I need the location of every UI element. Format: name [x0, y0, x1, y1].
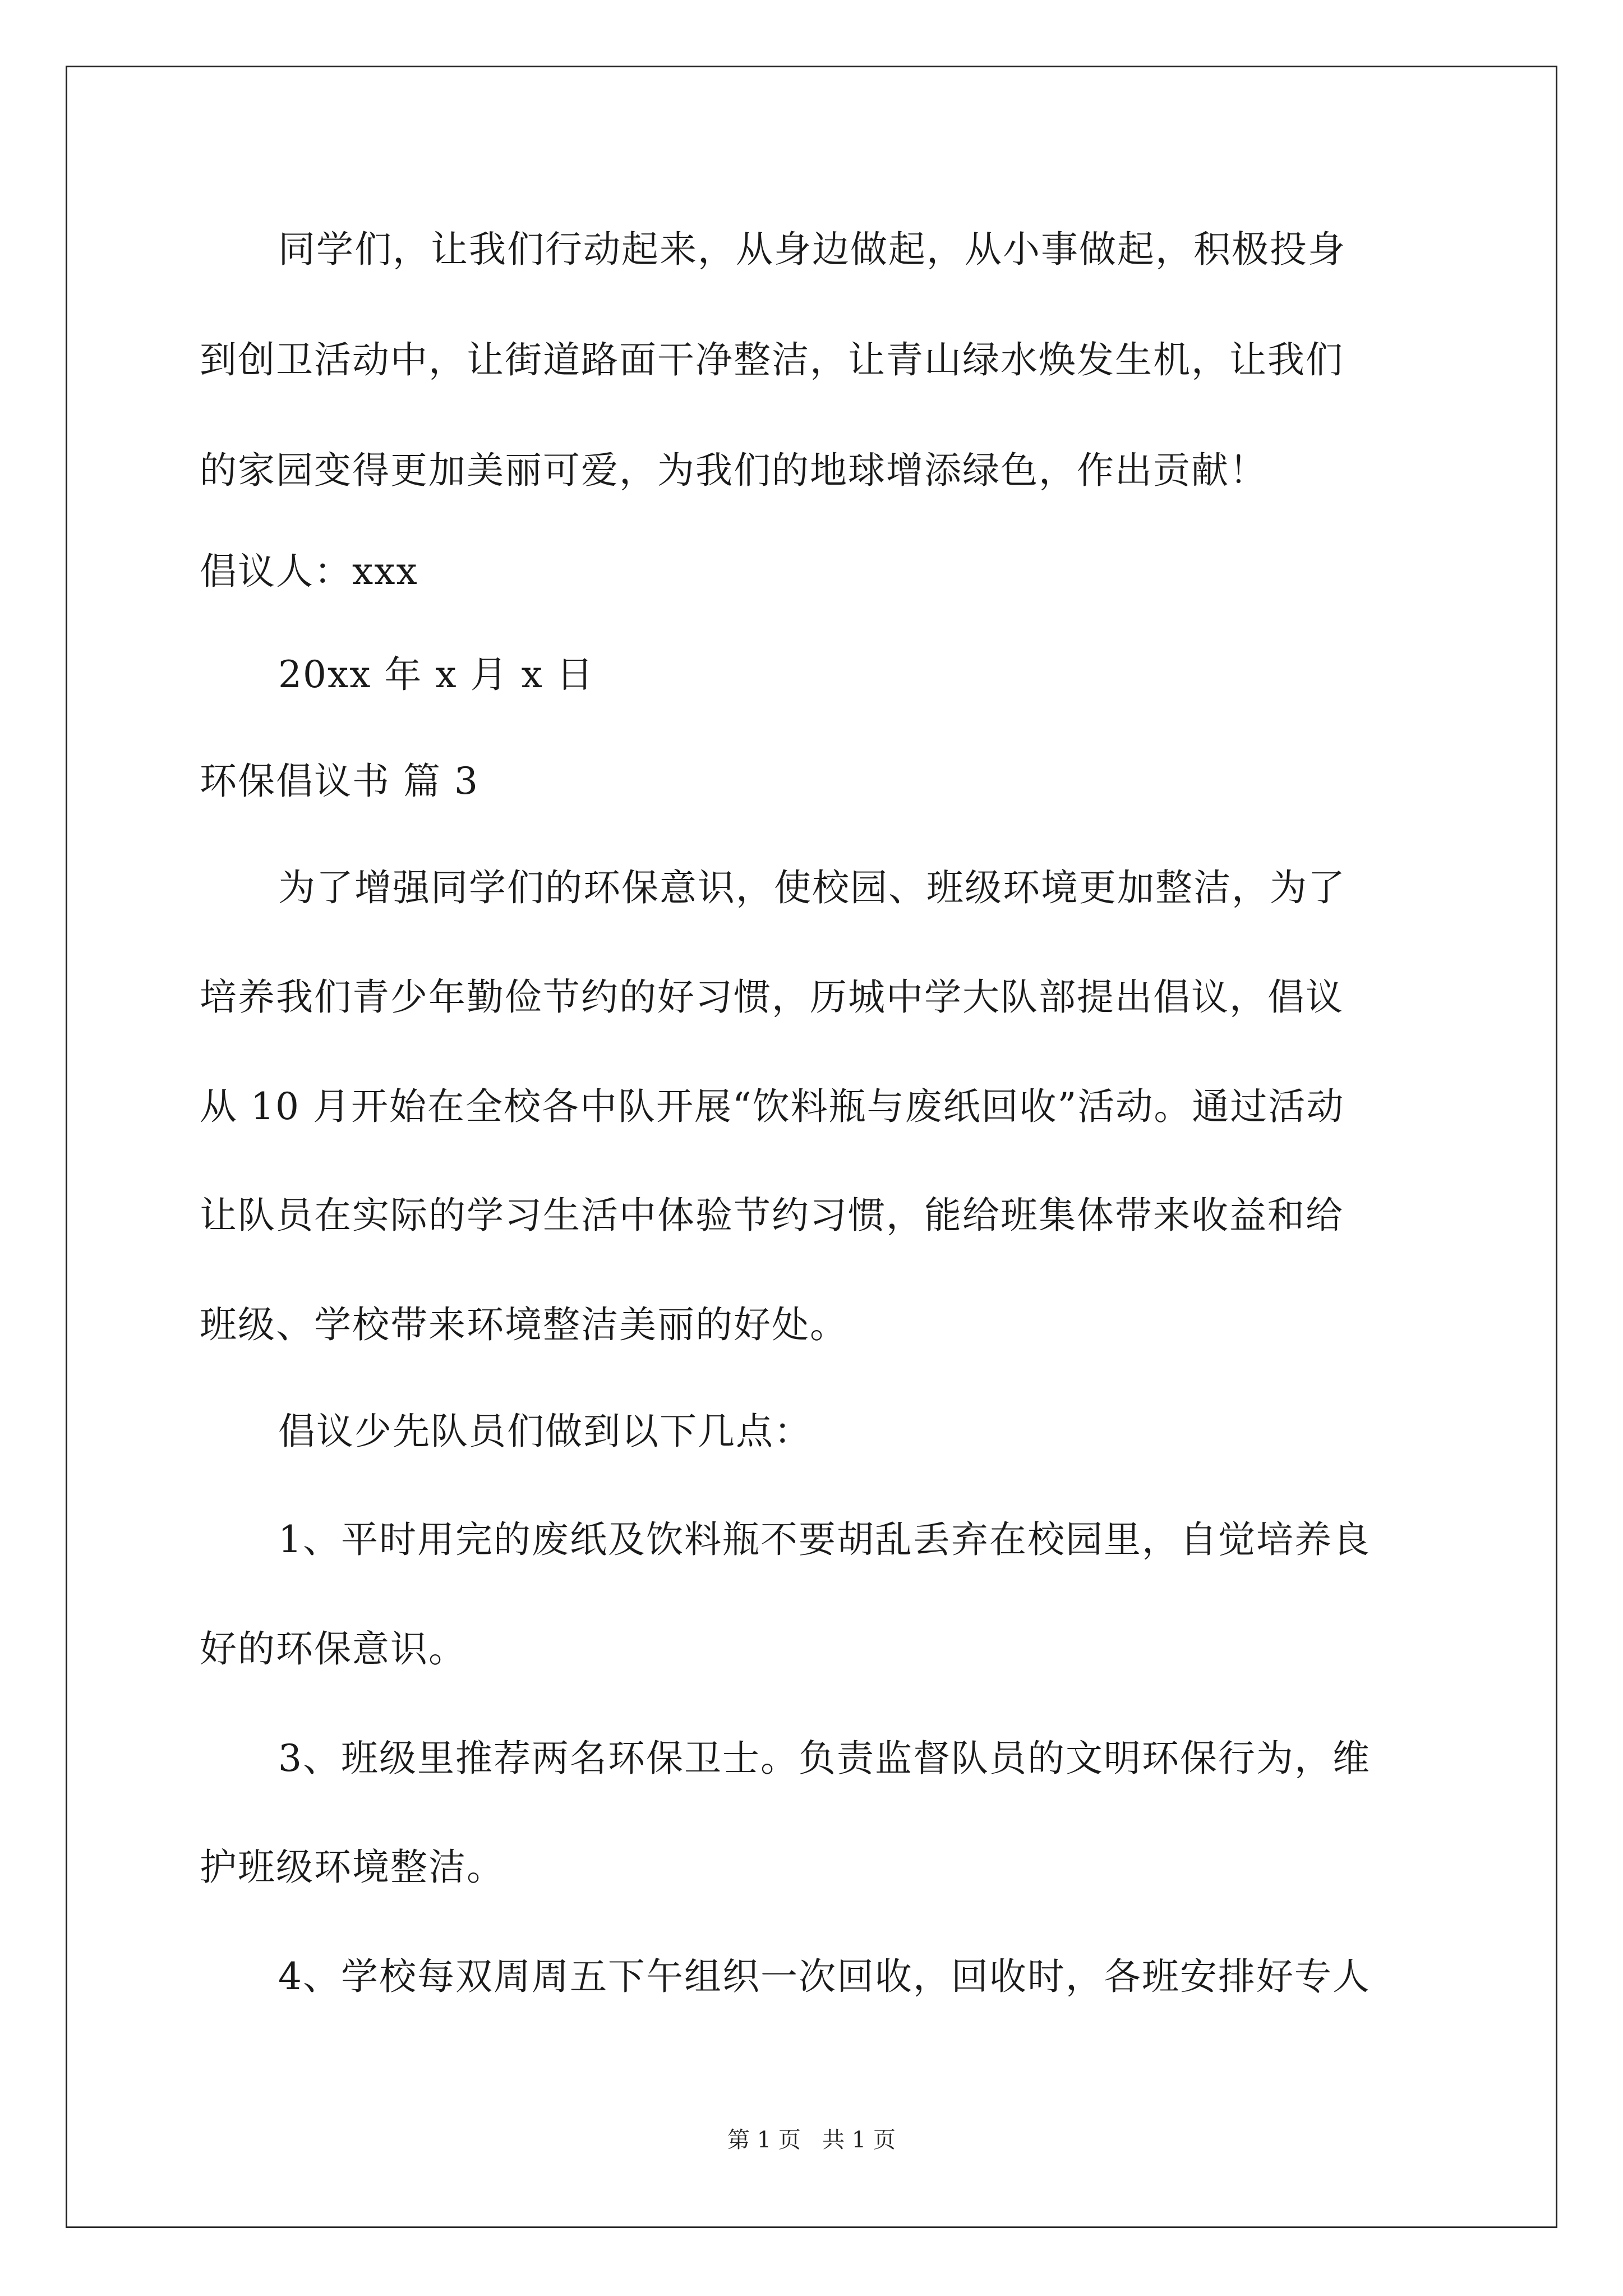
page-footer: 第 1 页 共 1 页	[727, 2127, 896, 2153]
paragraph-line: 从 10 月开始在全校各中队开展“饮料瓶与废纸回收”活动。通过活动	[200, 1085, 1345, 1128]
list-item-line: 4、学校每双周周五下午组织一次回收，回收时，各班安排好专人	[278, 1955, 1371, 1998]
list-item-line: 好的环保意识。	[200, 1627, 467, 1671]
list-item-line: 3、班级里推荐两名环保卫士。负责监督队员的文明环保行为，维	[278, 1737, 1371, 1780]
list-item-line: 护班级环境整洁。	[200, 1846, 505, 1889]
paragraph-line: 同学们，让我们行动起来，从身边做起，从小事做起，积极投身	[278, 228, 1346, 271]
paragraph-line: 的家园变得更加美丽可爱，为我们的地球增添绿色，作出贡献！	[200, 449, 1267, 492]
paragraph-line: 让队员在实际的学习生活中体验节约习惯，能给班集体带来收益和给	[200, 1194, 1344, 1237]
proposer-line: 倡议人：xxx	[200, 550, 418, 593]
paragraph-line: 到创卫活动中，让街道路面干净整洁，让青山绿水焕发生机，让我们	[200, 338, 1344, 381]
section-heading: 环保倡议书 篇 3	[200, 760, 479, 803]
paragraph-line: 班级、学校带来环境整洁美丽的好处。	[200, 1303, 848, 1346]
paragraph-line: 倡议少先队员们做到以下几点：	[278, 1410, 812, 1453]
paragraph-line: 培养我们青少年勤俭节约的好习惯，历城中学大队部提出倡议，倡议	[200, 976, 1344, 1019]
page-border	[66, 66, 1557, 2228]
paragraph-line: 为了增强同学们的环保意识，使校园、班级环境更加整洁，为了	[278, 866, 1346, 909]
date-line: 20xx 年 x 月 x 日	[278, 653, 594, 696]
list-item-line: 1、平时用完的废纸及饮料瓶不要胡乱丢弃在校园里，自觉培养良	[278, 1518, 1371, 1561]
